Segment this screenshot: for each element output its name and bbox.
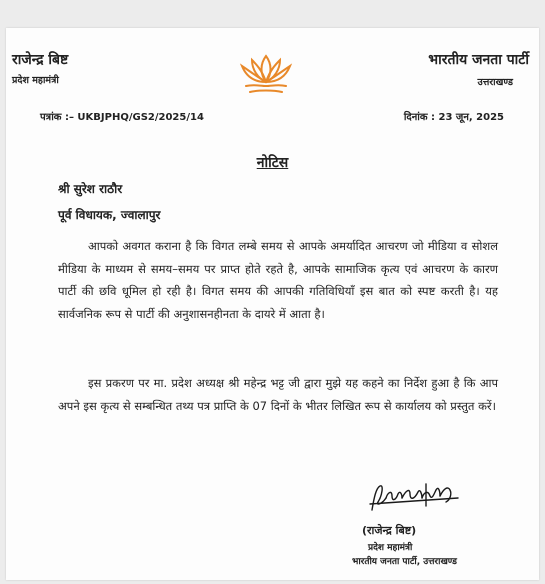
- letter-date: दिनांक : 23 जून, 2025: [403, 112, 504, 123]
- letter-page: [6, 28, 539, 580]
- signatory-party: भारतीय जनता पार्टी, उत्तराखण्ड: [352, 557, 457, 567]
- signatory-designation: प्रदेश महामंत्री: [368, 543, 413, 553]
- body-paragraph-1: आपको अवगत कराना है कि विगत लम्बे समय से आपके अमर्यादित आचरण जो मीडिया व सोशल मीडिया के माध्यम से समय–समय पर प्राप्त होते रहते है, आपके सामाजिक कृत्य एवं आचरण के कारण पार्टी की छवि धूमिल हो रही है। विगत समय की आपकी गतिविधियाँ इस बात को स्पष्ट करती है। यह सार्वजनिक रूप से पार्टी की अनुशासनहीनता के दायरे में आता है।: [58, 239, 498, 321]
- addressee-title: पूर्व विधायक, ज्वालापुर: [58, 208, 161, 222]
- notice-title: नोटिस: [256, 155, 289, 171]
- bjp-lotus-logo-icon: [238, 50, 294, 98]
- letterhead-state: उत्तराखण्ड: [477, 77, 513, 88]
- handwritten-signature-icon: [366, 480, 466, 516]
- signatory-name: (राजेन्द्र बिष्ट): [362, 524, 417, 537]
- letterhead-name: राजेन्द्र बिष्ट: [12, 52, 69, 68]
- letterhead-party: भारतीय जनता पार्टी: [428, 52, 529, 68]
- addressee-name: श्री सुरेश राठौर: [58, 182, 123, 196]
- letterhead-designation: प्रदेश महामंत्री: [12, 75, 59, 86]
- body-paragraph-2: इस प्रकरण पर मा. प्रदेश अध्यक्ष श्री महेन्द्र भट्ट जी द्वारा मुझे यह कहने का निर्देश हुआ है कि आप अपने इस कृत्य से सम्बन्धित तथ्य पत्र प्राप्ति के 07 दिनों के भीतर लिखित रूप से कार्यालय को प्रस्तुत करें।: [58, 376, 498, 413]
- reference-number: पत्रांक :– UKBJPHQ/GS2/2025/14: [40, 112, 204, 123]
